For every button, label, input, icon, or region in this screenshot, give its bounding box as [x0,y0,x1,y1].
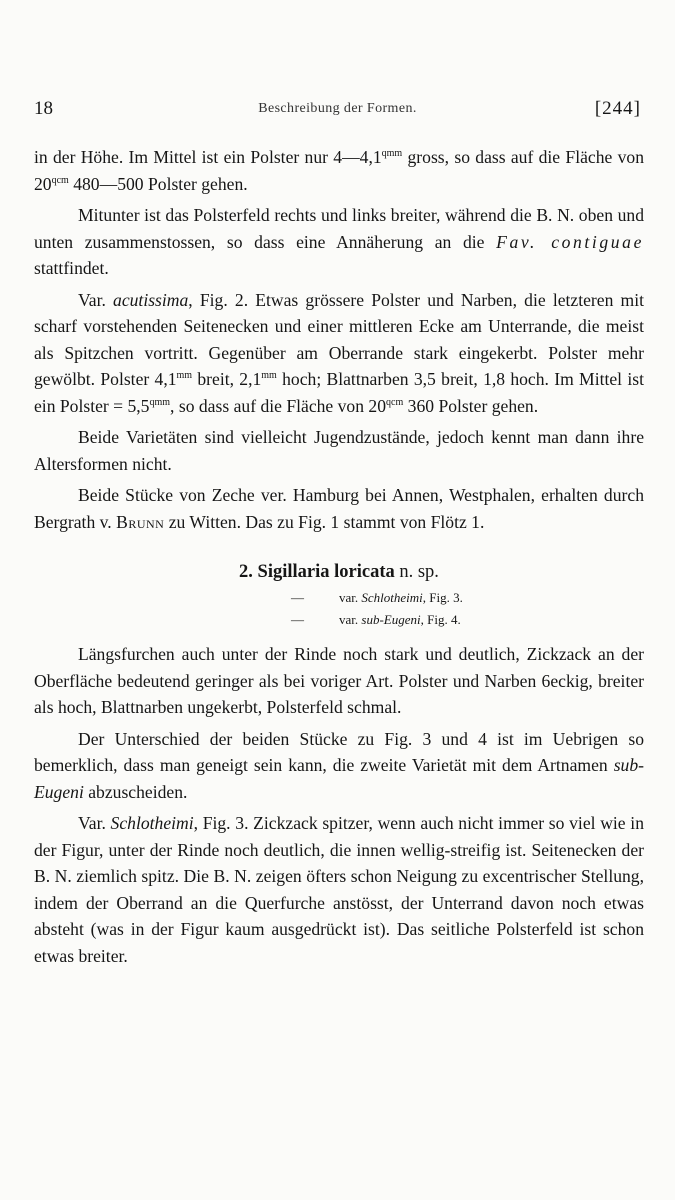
spaced-species-name: Fav. contiguae [496,231,644,252]
variety-line: — var. sub-Eugeni, Fig. 4. [291,612,461,627]
page-header [34,98,641,122]
variety-line: — var. Schlotheimi, Fig. 3. [291,590,463,605]
section-heading: 2. Sigillaria loricata n. sp. [239,562,439,582]
paragraph-unterschied: Der Unterschied der beiden Stücke zu Fig. 3 und 4 ist im Uebrigen so bemerklich, dass man geneigt sein kann, die zweite Varietät mit dem Artnamen sub-Eugeni abzuscheiden. [34,728,644,802]
bracket-page-number: [244] [594,98,641,119]
page-body [34,144,644,974]
person-name: Brunn [116,511,165,532]
paragraph-laengsfurchen: Längsfurchen auch unter der Rinde noch stark und deutlich, Zickzack an der Oberfläche bedeutend geringer als bei voriger Art. Polster und Narben 6eckig, breiter als hoch, Blattnarben ungekerbt, Polsterfeld schmal. [34,644,644,717]
paragraph-var-acutissima: Var. acutissima, Fig. 2. Etwas grössere Polster und Narben, die letzteren mit scharf vorstehenden Seitenecken und einer mittleren Ecke am Unterrande, die meist als Spitzchen vortritt. Gegenüber am Oberrande stark eingekerbt. Polster mehr gewölbt. Polster $4,1^{mm}$ breit, $2,1^{mm}$ hoch; Blattnarben 3,5 breit, 1,8 hoch. Im Mittel ist ein Polster = $5,5^{qmm}$, so dass auf die Fläche von $20^{qcm}$ 360 Polster gehen. [34,289,645,416]
variety-name: acutissima [113,289,189,310]
page-number: 18 [34,98,53,119]
variety-name: sub-Eugeni [34,755,644,802]
paragraph-var-schlotheimi: Var. Schlotheimi, Fig. 3. Zickzack spitzer, wenn auch nicht immer so viel wie in der Figur, unter der Rinde noch deutlich, die innen wellig-streifig ist. Seitenecken der B. N. ziemlich spitz. Die B. N. zeigen öfters schon Neigung zu excentrischer Stellung, indem der Oberrand an die Querfurche anstösst, der Unterrand davon noch etwas absteht (was in der Figur kaum ausgedrückt ist). Das seitliche Polsterfeld ist schon etwas breiter. [34,813,644,966]
paragraph-continued: in der Höhe. Im Mittel ist ein Polster nur $4—4,1^{qmm}$ gross, so dass auf die Fläche von $20^{qcm}$ 480—500 Polster gehen. [34,147,644,194]
paragraph-polsterfeld: Mitunter ist das Polsterfeld rechts und links breiter, während die B. N. oben und unten zusammenstossen, so dass eine Annäherung an die Fav. contiguae stattfindet. [34,205,644,278]
running-title: Beschreibung der Formen. [258,101,417,116]
paragraph-varietaeten: Beide Varietäten sind vielleicht Jugendzustände, jedoch kennt man dann ihre Altersformen nicht. [34,427,644,474]
paragraph-provenance: Beide Stücke von Zeche ver. Hamburg bei Annen, Westphalen, erhalten durch Bergrath v. Brunn zu Witten. Das zu Fig. 1 stammt von Flötz 1. [34,485,644,532]
variety-list [34,587,644,631]
variety-name: Schlotheimi [110,813,194,833]
